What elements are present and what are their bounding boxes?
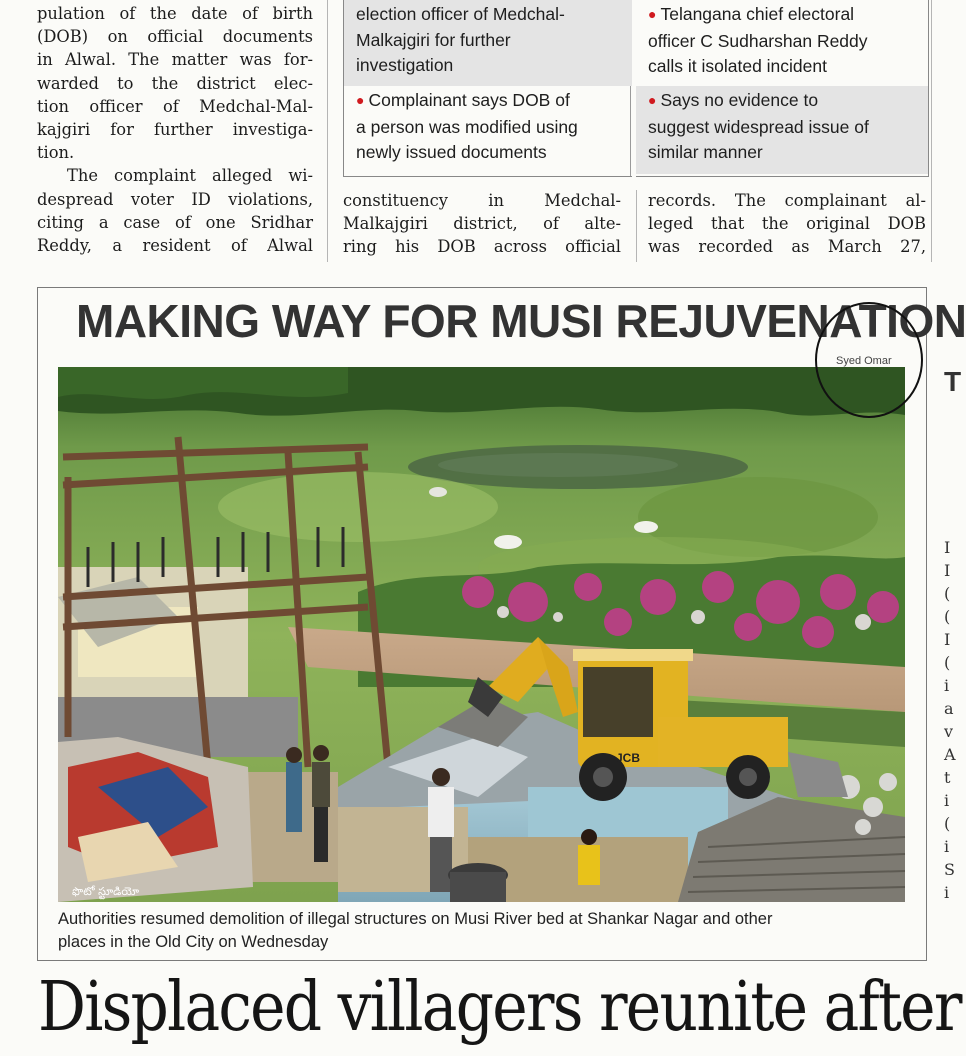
text-line: in Alwal. The matter was for- <box>37 50 313 70</box>
edge-letter: I <box>944 561 951 580</box>
hand-drawn-circle-annotation <box>815 302 923 418</box>
text-line: constituency in Medchal- <box>343 191 621 210</box>
bullet-icon: ● <box>356 92 365 108</box>
text-line: The complaint alleged wi- <box>67 166 313 186</box>
photo-caption <box>58 908 918 954</box>
edge-letter: i <box>944 837 950 856</box>
edge-letter: I <box>944 630 951 649</box>
article-left-column <box>37 2 313 257</box>
factbox-line: newly issued documents <box>356 142 547 162</box>
edge-letter: i <box>944 791 950 810</box>
text-line: (DOB) on official documents <box>37 27 313 47</box>
text-line: kajgiri for further investiga- <box>37 120 313 140</box>
edge-letter: ( <box>944 814 951 833</box>
edge-letter: T <box>944 366 962 397</box>
factbox-item <box>344 86 632 174</box>
bullet-icon: ● <box>648 6 657 22</box>
text-line: tion. <box>37 143 75 163</box>
edge-letter: ( <box>944 653 951 672</box>
demolition-photo <box>58 367 905 902</box>
edge-letter: v <box>944 722 954 741</box>
edge-letter: A <box>944 745 956 764</box>
caption-line: Authorities resumed demolition of illegal structures on Musi River bed at Shankar Nagar and other <box>58 910 773 928</box>
edge-letter: i <box>944 883 950 902</box>
text-line: Malkajgiri district, of alte- <box>343 214 621 234</box>
photo-credit: Syed Omar <box>836 355 892 367</box>
factbox-item <box>344 0 632 86</box>
text-line: tion officer of Medchal-Mal- <box>37 96 313 116</box>
text-line: citing a case of one Sridhar <box>37 212 313 232</box>
factbox-line: Malkajgiri for further <box>356 29 511 50</box>
article-right-column <box>648 189 926 259</box>
text-line: ring his DOB across official <box>343 237 621 257</box>
edge-letter: t <box>944 768 951 787</box>
demolition-photo-illustration <box>58 367 905 902</box>
article-left-paragraph-1 <box>37 2 313 164</box>
edge-letter: I <box>944 538 951 557</box>
bullet-icon: ● <box>648 92 657 108</box>
edge-letter: ( <box>944 584 951 603</box>
factbox-line: election officer of Medchal- <box>356 4 565 24</box>
edge-letter: S <box>944 860 955 879</box>
factbox-line: calls it isolated incident <box>648 56 827 76</box>
next-story-headline: Displaced villagers reunite after <box>38 968 961 1047</box>
factbox-right <box>636 0 929 177</box>
jcb-label: JCB <box>616 751 641 765</box>
factbox-line: Complainant says DOB of <box>368 90 570 110</box>
text-line: warded to the district elec- <box>37 73 313 93</box>
article-mid-column <box>343 189 621 259</box>
text-line: despread voter ID violations, <box>37 189 313 209</box>
factbox-item <box>636 0 928 86</box>
edge-letter: i <box>944 676 950 695</box>
factbox-item <box>636 86 928 174</box>
factbox-line: investigation <box>356 55 454 75</box>
caption-line: places in the Old City on Wednesday <box>58 933 329 951</box>
text-line: Reddy, a resident of Alwal <box>37 236 313 256</box>
article-left-paragraph-2 <box>37 164 313 257</box>
column-rule <box>327 0 328 262</box>
factbox-line: suggest widespread issue of <box>648 116 869 137</box>
column-rule <box>931 0 932 262</box>
factbox-line: a person was modified using <box>356 116 578 137</box>
factbox-line: Telangana chief electoral <box>660 4 855 24</box>
text-line: was recorded as March 27, <box>648 237 926 257</box>
factbox-line: officer C Sudharshan Reddy <box>648 30 868 51</box>
edge-letter: a <box>944 699 954 718</box>
text-line: leged that the original DOB <box>648 214 926 234</box>
text-line: pulation of the date of birth <box>37 4 313 23</box>
banner-text: ఫొటో స్టూడియో <box>72 885 139 898</box>
factbox-line: Says no evidence to <box>660 90 819 110</box>
edge-letter: ( <box>944 607 951 626</box>
text-line: records. The complainant al- <box>648 191 926 210</box>
factbox-line: similar manner <box>648 142 763 162</box>
photo-headline: MAKING WAY FOR MUSI REJUVENATION <box>76 295 966 347</box>
column-rule <box>636 190 637 262</box>
factbox-middle <box>343 0 632 177</box>
